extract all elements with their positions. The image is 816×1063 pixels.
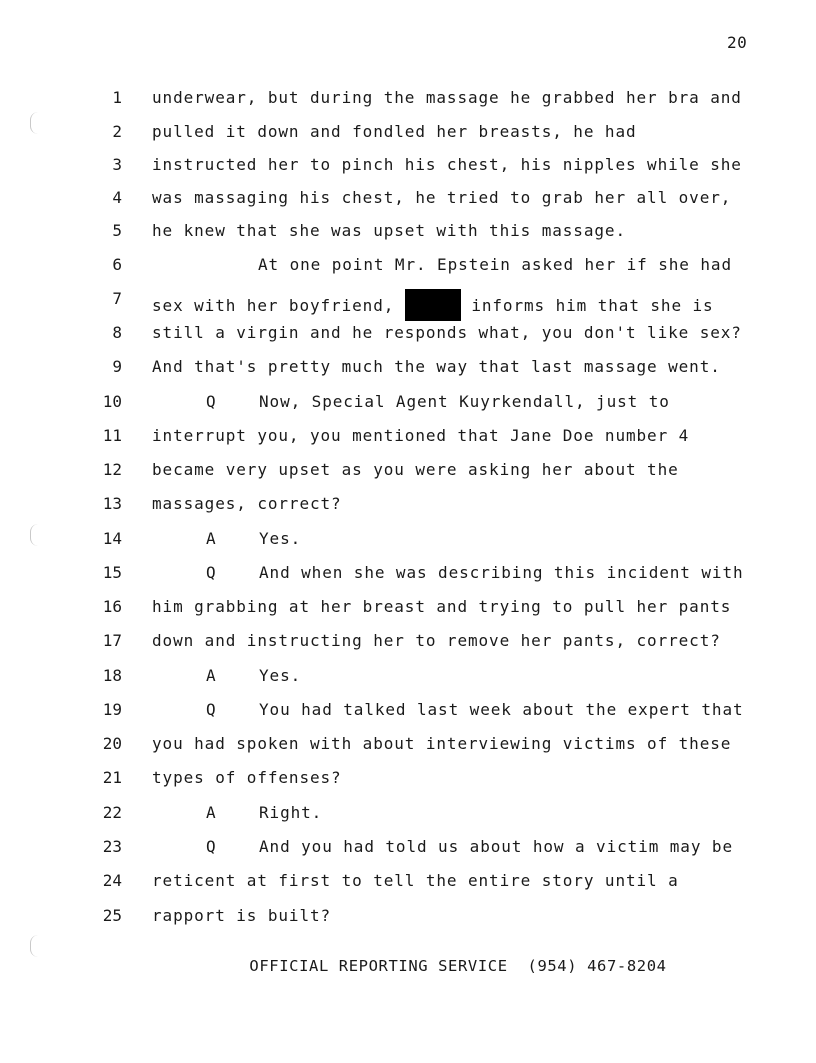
line-number: 11 bbox=[102, 426, 122, 445]
line-number: 10 bbox=[102, 392, 122, 411]
line-text: still a virgin and he responds what, you don't like sex? bbox=[152, 323, 742, 342]
speaker-label: Q bbox=[206, 563, 216, 582]
line-number: 13 bbox=[102, 494, 122, 513]
line-number: 21 bbox=[102, 768, 122, 787]
line-text: you had spoken with about interviewing victims of these bbox=[152, 734, 732, 753]
line-text: And you had told us about how a victim may be bbox=[259, 837, 733, 856]
line-text: Right. bbox=[259, 803, 323, 822]
transcript-line bbox=[0, 871, 816, 901]
line-text: was massaging his chest, he tried to grab her all over, bbox=[152, 188, 732, 207]
line-text: became very upset as you were asking her about the bbox=[152, 460, 679, 479]
line-text: him grabbing at her breast and trying to pull her pants bbox=[152, 597, 732, 616]
line-text: Yes. bbox=[259, 666, 302, 685]
line-number: 24 bbox=[102, 871, 122, 890]
line-number: 6 bbox=[112, 255, 122, 274]
line-text: Now, Special Agent Kuyrkendall, just to bbox=[259, 392, 670, 411]
line-text: types of offenses? bbox=[152, 768, 342, 787]
line-number: 3 bbox=[112, 155, 122, 174]
transcript-line bbox=[0, 563, 816, 593]
footer-text: OFFICIAL REPORTING SERVICE (954) 467-8204 bbox=[249, 957, 667, 975]
line-text bbox=[152, 289, 714, 321]
transcript-line bbox=[0, 837, 816, 867]
page-number: 20 bbox=[727, 33, 748, 52]
line-number: 7 bbox=[112, 289, 122, 308]
transcript-line bbox=[0, 221, 816, 251]
transcript-line bbox=[0, 666, 816, 696]
transcript-line bbox=[0, 289, 816, 319]
line-text: instructed her to pinch his chest, his nipples while she bbox=[152, 155, 742, 174]
speaker-label: Q bbox=[206, 700, 216, 719]
transcript-line bbox=[0, 88, 816, 118]
line-text: massages, correct? bbox=[152, 494, 342, 513]
line-number: 2 bbox=[112, 122, 122, 141]
speaker-label: A bbox=[206, 803, 216, 822]
transcript-line bbox=[0, 155, 816, 185]
line-text: You had talked last week about the expert that bbox=[259, 700, 744, 719]
line-number: 16 bbox=[102, 597, 122, 616]
transcript-line bbox=[0, 700, 816, 730]
line-text: he knew that she was upset with this massage. bbox=[152, 221, 626, 240]
line-number: 22 bbox=[102, 803, 122, 822]
line-text: down and instructing her to remove her pants, correct? bbox=[152, 631, 721, 650]
transcript-line bbox=[0, 357, 816, 387]
line-text: reticent at first to tell the entire story until a bbox=[152, 871, 679, 890]
transcript-line bbox=[0, 122, 816, 152]
line-number: 15 bbox=[102, 563, 122, 582]
transcript-line bbox=[0, 426, 816, 456]
transcript-line bbox=[0, 803, 816, 833]
transcript-line bbox=[0, 906, 816, 936]
line-number: 17 bbox=[102, 631, 122, 650]
reporting-service-footer bbox=[0, 957, 816, 975]
line-text: And when she was describing this incident with bbox=[259, 563, 744, 582]
transcript-line bbox=[0, 188, 816, 218]
speaker-label: Q bbox=[206, 392, 216, 411]
line-number: 5 bbox=[112, 221, 122, 240]
line-number: 12 bbox=[102, 460, 122, 479]
transcript-line bbox=[0, 734, 816, 764]
line-text: interrupt you, you mentioned that Jane Doe number 4 bbox=[152, 426, 690, 445]
line-text: underwear, but during the massage he grabbed her bra and bbox=[152, 88, 742, 107]
transcript-line bbox=[0, 255, 816, 285]
line-number: 20 bbox=[102, 734, 122, 753]
redaction-box bbox=[405, 289, 461, 321]
line-text: And that's pretty much the way that last massage went. bbox=[152, 357, 721, 376]
line-text: At one point Mr. Epstein asked her if she had bbox=[258, 255, 732, 274]
punch-hole-mark bbox=[30, 935, 39, 957]
speaker-label: A bbox=[206, 529, 216, 548]
line-number: 25 bbox=[102, 906, 122, 925]
transcript-line bbox=[0, 460, 816, 490]
line-text-before-redaction: sex with her boyfriend, bbox=[152, 296, 405, 315]
transcript-line bbox=[0, 597, 816, 627]
speaker-label: Q bbox=[206, 837, 216, 856]
line-text-after-redaction: informs him that she is bbox=[460, 296, 714, 315]
line-number: 23 bbox=[102, 837, 122, 856]
speaker-label: A bbox=[206, 666, 216, 685]
transcript-line bbox=[0, 631, 816, 661]
line-number: 9 bbox=[112, 357, 122, 376]
line-text: rapport is built? bbox=[152, 906, 332, 925]
line-number: 14 bbox=[102, 529, 122, 548]
line-number: 4 bbox=[112, 188, 122, 207]
transcript-line bbox=[0, 768, 816, 798]
line-number: 8 bbox=[112, 323, 122, 342]
line-number: 18 bbox=[102, 666, 122, 685]
transcript-line bbox=[0, 323, 816, 353]
transcript-line bbox=[0, 529, 816, 559]
transcript-line bbox=[0, 494, 816, 524]
line-number: 19 bbox=[102, 700, 122, 719]
line-number: 1 bbox=[112, 88, 122, 107]
line-text: pulled it down and fondled her breasts, he had bbox=[152, 122, 637, 141]
line-text: Yes. bbox=[259, 529, 302, 548]
transcript-line bbox=[0, 392, 816, 422]
